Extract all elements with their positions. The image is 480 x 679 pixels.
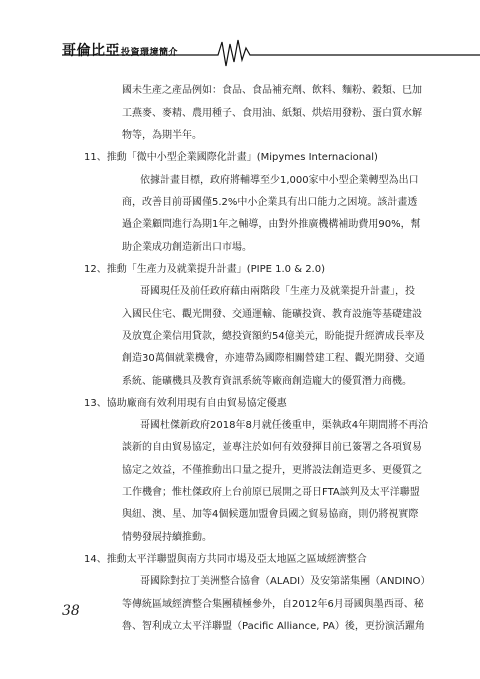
text-line: 13、協助廠商有效利用現有自由貿易協定優惠 — [84, 398, 287, 409]
text-line: 工燕麥、麥精、農用種子、食用油、紙類、烘焙用發粉、蛋白質水解 — [122, 108, 422, 119]
text-line: 商，改善目前哥國僅5.2%中小企業具有出口能力之困境。該計畫透 — [122, 197, 418, 208]
text-line: 系統、能礦機具及教育資訊系統等廠商創造龐大的優質潛力商機。 — [122, 376, 412, 387]
text-line: 12、推動「生產力及就業提升計畫」(PIPE 1.0 & 2.0) — [84, 264, 325, 275]
text-line: 國未生產之產品例如：食品、食品補充劑、飲料、麵粉、穀類、巳加 — [122, 85, 422, 96]
country-title: 哥倫比亞 — [62, 43, 120, 59]
text-line: 哥國現任及前任政府藉由兩階段「生產力及就業提升計畫」，投 — [140, 286, 415, 297]
text-line: 工作機會；惟杜傑政府上台前原已展開之哥日FTA談判及太平洋聯盟 — [122, 487, 420, 498]
text-line: 談新的自由貿易協定，並專注於如何有效發揮目前已簽署之各項貿易 — [122, 442, 422, 453]
text-line: 11、推動「微中小型企業國際化計畫」(Mipymes Internacional) — [84, 152, 378, 163]
text-line: 協定之效益，不僅推動出口量之提升，更將設法創造更多、更優質之 — [122, 465, 422, 476]
text-line: 哥國杜傑新政府2018年8月就任後重申，渠執政4年期間將不再洽 — [140, 420, 429, 431]
text-line: 物等，為期半年。 — [122, 130, 202, 141]
text-line: 與紐、澳、星、加等4個候選加盟會員國之貿易協商，則仍將視實際 — [122, 509, 419, 520]
text-line: 哥國除對拉丁美洲整合協會（ALADI）及安第諾集團（ANDINO） — [140, 576, 431, 587]
text-line: 過企業顧問進行為期1年之輔導，由對外推廣機構補助費用90%，幫 — [122, 219, 421, 230]
header-subtitle: 投資環境簡介 — [121, 48, 179, 58]
text-line: 情勢發展持續推動。 — [122, 532, 212, 543]
text-line: 助企業成功創造新出口市場。 — [122, 242, 252, 253]
text-line: 依據計畫目標，政府將輔導至少1,000家中小型企業轉型為出口 — [140, 175, 419, 186]
text-line: 等傳統區域經濟整合集團積極參外，自2012年6月哥國與墨西哥、秘 — [122, 599, 424, 610]
text-line: 入國民住宅、觀光開發、交通運輸、能礦投資、教育設施等基礎建設 — [122, 309, 422, 320]
text-line: 創造30萬個就業機會，亦連帶為國際相關營建工程、觀光開發、交通 — [122, 353, 425, 364]
text-line: 魯、智利成立太平洋聯盟（Pacific Alliance, PA）後，更扮演活躍角 — [122, 621, 425, 632]
page-number: 38 — [62, 603, 80, 619]
text-line: 14、推動太平洋聯盟與南方共同市場及亞太地區之區域經濟整合 — [84, 554, 367, 565]
text-line: 及放寬企業信用貸款，總投資額約54億美元，盼能提升經濟成長率及 — [122, 331, 425, 342]
